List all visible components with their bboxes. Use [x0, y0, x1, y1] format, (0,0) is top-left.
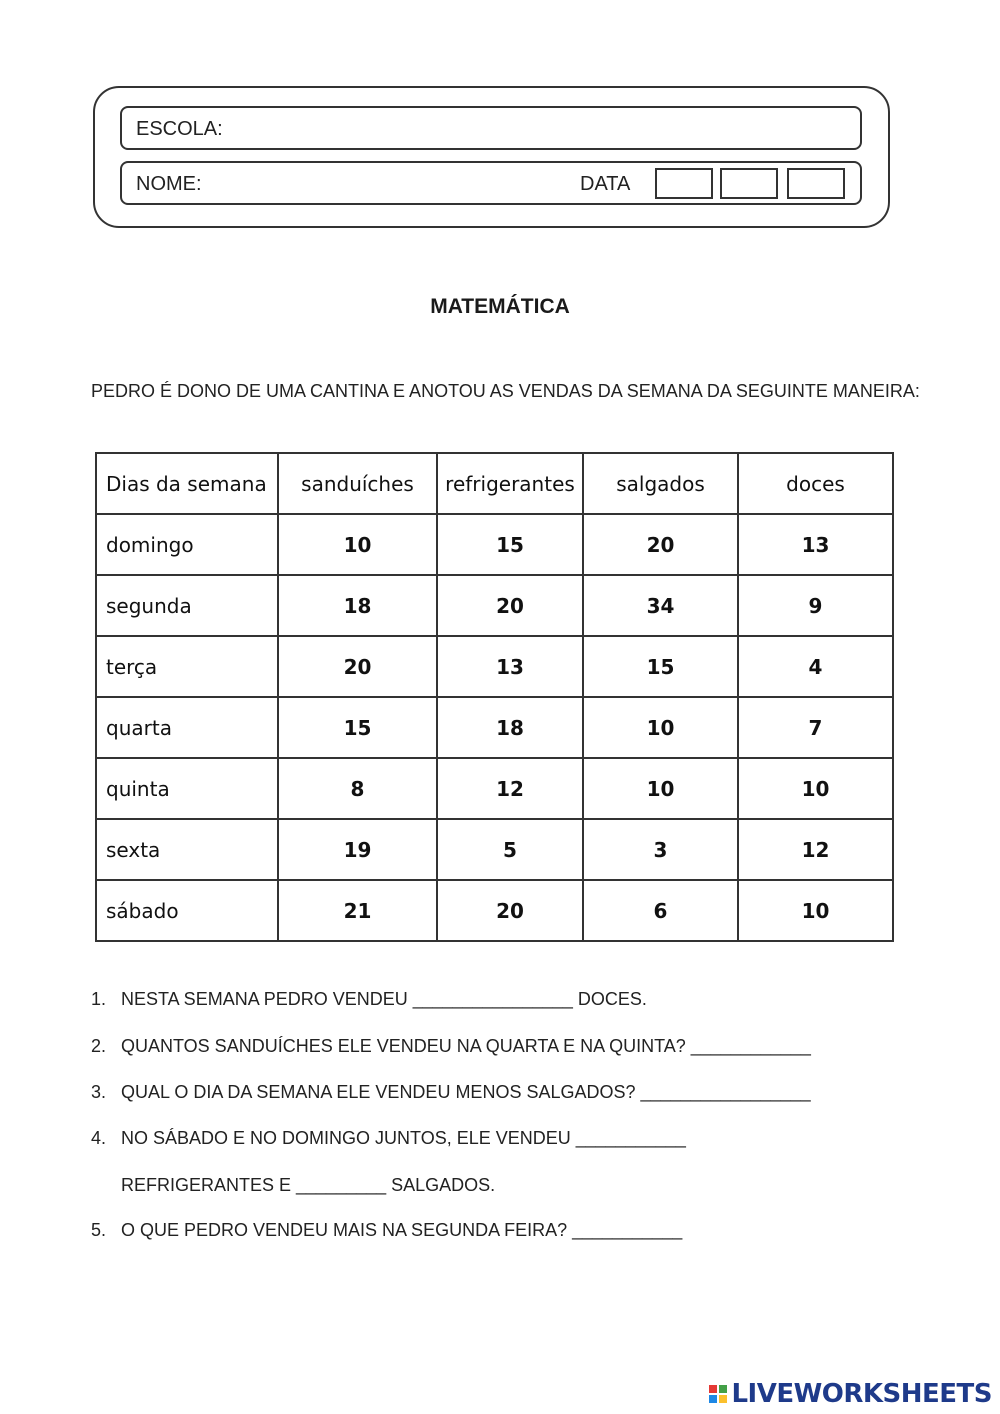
table-header-row: [96, 453, 893, 514]
question-text[interactable]: QUAL O DIA DA SEMANA ELE VENDEU MENOS SALGADOS? _________________: [121, 1082, 811, 1102]
value-cell: 12: [738, 819, 893, 880]
value-cell: 15: [278, 697, 437, 758]
logo-block: [709, 1395, 717, 1403]
escola-field[interactable]: [120, 106, 862, 150]
header-salgados: salgados: [583, 453, 738, 514]
table-row: [96, 636, 893, 697]
question-text[interactable]: NO SÁBADO E NO DOMINGO JUNTOS, ELE VENDEU ___________: [121, 1128, 686, 1148]
table-row: [96, 880, 893, 941]
value-cell: 5: [437, 819, 583, 880]
value-cell: 20: [583, 514, 738, 575]
question-number: 1.: [91, 989, 107, 1009]
header-dias: Dias da semana: [96, 453, 278, 514]
question-number: 3.: [91, 1082, 107, 1102]
value-cell: 4: [738, 636, 893, 697]
header-doces: doces: [738, 453, 893, 514]
value-cell: 18: [278, 575, 437, 636]
value-cell: 10: [738, 880, 893, 941]
value-cell: 9: [738, 575, 893, 636]
date-year-box[interactable]: [787, 168, 845, 199]
value-cell: 10: [583, 758, 738, 819]
value-cell: 3: [583, 819, 738, 880]
value-cell: 15: [583, 636, 738, 697]
question-text[interactable]: QUANTOS SANDUÍCHES ELE VENDEU NA QUARTA E NA QUINTA? ____________: [121, 1036, 811, 1056]
value-cell: 15: [437, 514, 583, 575]
table-row: [96, 819, 893, 880]
question-number: 2.: [91, 1036, 107, 1056]
day-cell: sexta: [96, 819, 278, 880]
value-cell: 19: [278, 819, 437, 880]
value-cell: 13: [738, 514, 893, 575]
day-cell: quarta: [96, 697, 278, 758]
logo-block: [719, 1385, 727, 1393]
value-cell: 10: [278, 514, 437, 575]
logo-text: LIVEWORKSHEETS: [731, 1379, 992, 1409]
value-cell: 7: [738, 697, 893, 758]
question-2: [91, 1036, 811, 1057]
day-cell: domingo: [96, 514, 278, 575]
value-cell: 13: [437, 636, 583, 697]
table-row: [96, 697, 893, 758]
day-cell: terça: [96, 636, 278, 697]
day-cell: quinta: [96, 758, 278, 819]
question-text[interactable]: O QUE PEDRO VENDEU MAIS NA SEGUNDA FEIRA? ___________: [121, 1220, 683, 1240]
sales-table: [95, 452, 894, 942]
value-cell: 20: [278, 636, 437, 697]
question-number: 4.: [91, 1128, 107, 1148]
intro-text: PEDRO É DONO DE UMA CANTINA E ANOTOU AS VENDAS DA SEMANA DA SEGUINTE MANEIRA:: [91, 381, 920, 401]
page-title: MATEMÁTICA: [430, 295, 570, 318]
day-cell: sábado: [96, 880, 278, 941]
question-5: [91, 1220, 682, 1241]
value-cell: 20: [437, 575, 583, 636]
header-refrigerantes: refrigerantes: [437, 453, 583, 514]
table-row: [96, 575, 893, 636]
question-3: [91, 1082, 811, 1103]
value-cell: 8: [278, 758, 437, 819]
table-row: [96, 514, 893, 575]
data-label: DATA: [580, 173, 631, 195]
value-cell: 12: [437, 758, 583, 819]
date-day-box[interactable]: [655, 168, 713, 199]
nome-label: NOME:: [136, 173, 202, 195]
question-1: [91, 989, 647, 1010]
day-cell: segunda: [96, 575, 278, 636]
value-cell: 34: [583, 575, 738, 636]
header-sanduiches: sanduíches: [278, 453, 437, 514]
question-number: 5.: [91, 1220, 107, 1240]
logo-block: [709, 1385, 717, 1393]
date-month-box[interactable]: [720, 168, 778, 199]
value-cell: 21: [278, 880, 437, 941]
question-text[interactable]: NESTA SEMANA PEDRO VENDEU ________________ DOCES.: [121, 989, 647, 1009]
question-4-continued: [91, 1175, 495, 1196]
logo-block: [719, 1395, 727, 1403]
value-cell: 10: [583, 697, 738, 758]
question-4: [91, 1128, 686, 1149]
table-row: [96, 758, 893, 819]
liveworksheets-logo[interactable]: [709, 1378, 992, 1410]
escola-label: ESCOLA:: [136, 118, 223, 140]
value-cell: 18: [437, 697, 583, 758]
nome-field[interactable]: [120, 161, 862, 205]
value-cell: 20: [437, 880, 583, 941]
logo-blocks-icon: [709, 1385, 727, 1403]
value-cell: 6: [583, 880, 738, 941]
question-text[interactable]: REFRIGERANTES E _________ SALGADOS.: [121, 1175, 496, 1195]
value-cell: 10: [738, 758, 893, 819]
